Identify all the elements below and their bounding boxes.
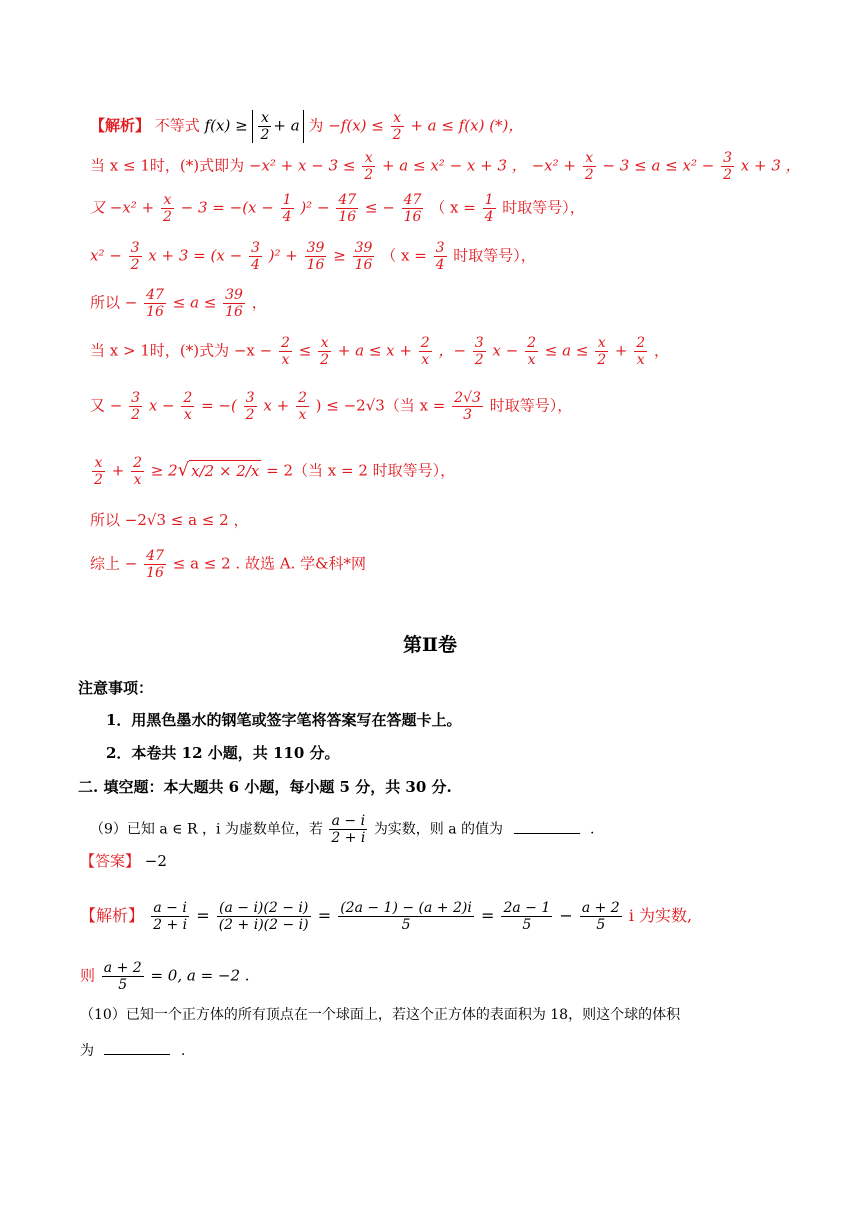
den: x xyxy=(281,352,290,368)
den: 4 xyxy=(435,257,445,273)
num: 47 xyxy=(403,192,422,208)
den: 16 xyxy=(225,304,243,320)
den: x xyxy=(421,352,430,368)
math: ≤ xyxy=(298,341,312,360)
text: 当 x > 1时，(*)式为 −x − xyxy=(90,341,273,360)
math: + a ≤ x + xyxy=(337,341,412,360)
solution-line-1 xyxy=(90,110,523,143)
num: 3 xyxy=(130,240,140,256)
text: （ x = xyxy=(430,198,476,217)
math: x + 3 = (x − xyxy=(148,246,243,265)
solution-tag: 【解析】 xyxy=(80,906,145,925)
math: ，− xyxy=(438,341,467,360)
num: 47 xyxy=(146,287,164,303)
den: 2 xyxy=(584,167,594,183)
num: 2 xyxy=(636,335,646,351)
den: x xyxy=(133,472,142,488)
text: 为实数，则 a 的值为 xyxy=(373,821,504,838)
text: . xyxy=(180,1043,186,1059)
notice-item-2: 2．本卷共 12 小题，共 110 分。 xyxy=(106,744,340,762)
num: a + 2 xyxy=(103,960,142,976)
den: x xyxy=(183,407,192,423)
num: 3 xyxy=(435,240,445,256)
den: 2 xyxy=(723,167,732,183)
num: a − i xyxy=(151,900,189,917)
den: 2 + i xyxy=(153,917,188,933)
num: 3 xyxy=(723,150,732,166)
text: 时取等号）， xyxy=(489,396,573,415)
num: x xyxy=(258,110,271,127)
solution-line-10 xyxy=(90,548,366,581)
num: 2 xyxy=(420,335,430,351)
math: f(x) ≥ xyxy=(204,116,248,135)
den: 5 xyxy=(596,917,606,933)
den: 2 xyxy=(320,352,329,368)
text: ， xyxy=(251,293,267,312)
math: + a ≤ f(x) (*)， xyxy=(410,116,524,135)
text: ) ≤ −2√3（当 x = xyxy=(315,396,446,415)
den: 5 xyxy=(522,917,532,933)
text: ≤ a ≤ 2 . 故选 A. 学&科*网 xyxy=(172,554,366,573)
math: ≥ 2 xyxy=(150,461,178,480)
text: 当 x ≤ 1时，(*)式即为 xyxy=(90,156,245,175)
math: − 3 ≤ a ≤ x² − xyxy=(602,156,715,175)
num: 39 xyxy=(306,240,325,256)
num: 3 xyxy=(131,390,141,406)
text: . xyxy=(589,821,595,838)
math: ≤ a ≤ xyxy=(544,341,589,360)
num: 39 xyxy=(354,240,373,256)
answer-blank xyxy=(514,819,580,834)
den: 2 xyxy=(94,472,103,488)
solution-line-5 xyxy=(90,287,267,320)
den: 16 xyxy=(338,209,357,225)
num: 2√3 xyxy=(454,390,481,406)
solution-line-9 xyxy=(90,510,248,530)
math: x − xyxy=(148,396,175,415)
text: 所以 − xyxy=(90,293,138,312)
math: + xyxy=(614,341,628,360)
solution-9-line-1 xyxy=(80,900,692,933)
math: −x² + xyxy=(531,156,576,175)
math: −x² + x − 3 ≤ xyxy=(248,156,356,175)
num: x xyxy=(362,150,375,167)
num: 2 xyxy=(183,390,193,406)
math: ≤ − xyxy=(364,198,395,217)
section-title: 第Ⅱ卷 xyxy=(402,634,457,656)
solution-line-8 xyxy=(90,455,455,488)
num: 2 xyxy=(133,455,142,471)
den: 2 xyxy=(364,167,374,183)
den: 16 xyxy=(354,257,373,273)
solution-line-2 xyxy=(90,150,801,183)
math: x² − xyxy=(90,246,122,265)
num: x xyxy=(92,455,105,472)
solution-line-6 xyxy=(90,335,669,368)
text: （9）已知 a ∈ R ，i 为虚数单位，若 xyxy=(90,821,323,838)
math: + a ≤ x² − x + 3 ， xyxy=(381,156,527,175)
den: 2 xyxy=(130,257,140,273)
text: 时取等号）， xyxy=(453,246,536,265)
notice-item-1: 1．用黑色墨水的钢笔或签字笔将答案写在答题卡上。 xyxy=(106,711,462,729)
den: 4 xyxy=(282,209,292,225)
text: i 为实数, xyxy=(628,906,693,925)
num: 3 xyxy=(474,335,484,351)
num: 39 xyxy=(225,287,243,303)
answer-value: −2 xyxy=(144,852,167,870)
solution-9-line-2 xyxy=(80,960,250,993)
den: 5 xyxy=(401,917,411,933)
den: 16 xyxy=(146,565,164,581)
text: 为 xyxy=(80,1043,94,1059)
num: 3 xyxy=(250,240,260,256)
den: (2 + i)(2 − i) xyxy=(218,917,309,933)
solution-line-3 xyxy=(90,192,585,225)
question-10-line-1: （10）已知一个正方体的所有顶点在一个球面上，若这个正方体的表面积为 18，则这个球的体积 xyxy=(80,1007,681,1023)
math: x − xyxy=(492,341,519,360)
den: x xyxy=(636,352,645,368)
math: − 3 = −(x − xyxy=(180,198,274,217)
solution-line-4 xyxy=(90,240,536,273)
absolute-value xyxy=(252,110,303,143)
den: 2 xyxy=(131,407,141,423)
den: x xyxy=(298,407,307,423)
den: 2 xyxy=(260,127,270,143)
den: 2 xyxy=(245,407,255,423)
den: 16 xyxy=(306,257,325,273)
math: x + xyxy=(263,396,290,415)
den: 2 xyxy=(597,352,607,368)
num: a − i xyxy=(329,813,367,830)
num: 2 xyxy=(281,335,290,351)
den: 2 xyxy=(162,209,172,225)
num: 2a − 1 xyxy=(503,900,551,916)
num: x xyxy=(391,110,404,127)
math: + a xyxy=(273,116,300,135)
num: a + 2 xyxy=(581,900,620,916)
text: （ x = xyxy=(381,246,427,265)
math: 又 −x² + xyxy=(90,198,155,217)
num: (2a − 1) − (a + 2)i xyxy=(340,900,472,916)
math: x + 3 ， xyxy=(740,156,801,175)
num: x xyxy=(161,192,174,209)
text: = 2（当 x = 2 时取等号）， xyxy=(266,461,456,480)
den: 5 xyxy=(118,977,128,993)
den: 16 xyxy=(146,304,164,320)
math: −f(x) ≤ xyxy=(328,116,384,135)
num: 47 xyxy=(146,548,164,564)
part-heading: 二. 填空题：本大题共 6 小题，每小题 5 分，共 30 分. xyxy=(78,778,452,796)
math: = xyxy=(480,906,495,925)
text: 时取等号）， xyxy=(502,198,585,217)
den: 3 xyxy=(463,407,472,423)
num: x xyxy=(595,335,608,352)
sqrt-radicand: x/2 × 2/x xyxy=(191,461,260,480)
question-9 xyxy=(90,813,594,846)
math: ≤ a ≤ xyxy=(172,293,217,312)
den: 2 xyxy=(392,127,402,143)
text: 所以 −2√3 ≤ a ≤ 2 ， xyxy=(90,511,249,529)
math: ≥ xyxy=(333,246,346,265)
den: 4 xyxy=(484,209,494,225)
num: 2 xyxy=(297,390,307,406)
num: 47 xyxy=(338,192,357,208)
num: 1 xyxy=(484,192,494,208)
solution-tag: 【解析】 xyxy=(90,116,151,135)
text: 为 xyxy=(308,116,324,135)
math: = xyxy=(317,906,332,925)
question-10-line-2 xyxy=(80,1040,185,1061)
text: 则 xyxy=(80,966,96,985)
math: = 0, a = −2 . xyxy=(150,966,250,985)
num: x xyxy=(318,335,331,352)
text: 不等式 xyxy=(154,116,200,135)
num: (a − i)(2 − i) xyxy=(217,900,311,917)
text: ， xyxy=(653,341,669,360)
den: x xyxy=(527,352,536,368)
answer-tag: 【答案】 xyxy=(80,852,141,870)
num: x xyxy=(583,150,596,167)
math: = xyxy=(196,906,210,925)
answer-blank xyxy=(104,1040,170,1055)
math: )² + xyxy=(268,246,298,265)
math: )² − xyxy=(300,198,330,217)
notice-label: 注意事项： xyxy=(78,679,154,697)
text: 综上 − xyxy=(90,554,138,573)
answer-9 xyxy=(80,851,167,871)
num: 1 xyxy=(282,192,292,208)
den: 16 xyxy=(403,209,422,225)
math: + xyxy=(111,461,125,480)
den: 4 xyxy=(250,257,260,273)
text: 又 − xyxy=(90,396,123,415)
math: − xyxy=(559,906,573,925)
den: 2 xyxy=(474,352,484,368)
num: 2 xyxy=(527,335,536,351)
math: = −( xyxy=(201,396,237,415)
sqrt-sign: √ xyxy=(177,459,190,481)
num: 3 xyxy=(245,390,255,406)
den: 2 + i xyxy=(331,830,366,846)
solution-line-7 xyxy=(90,390,572,423)
